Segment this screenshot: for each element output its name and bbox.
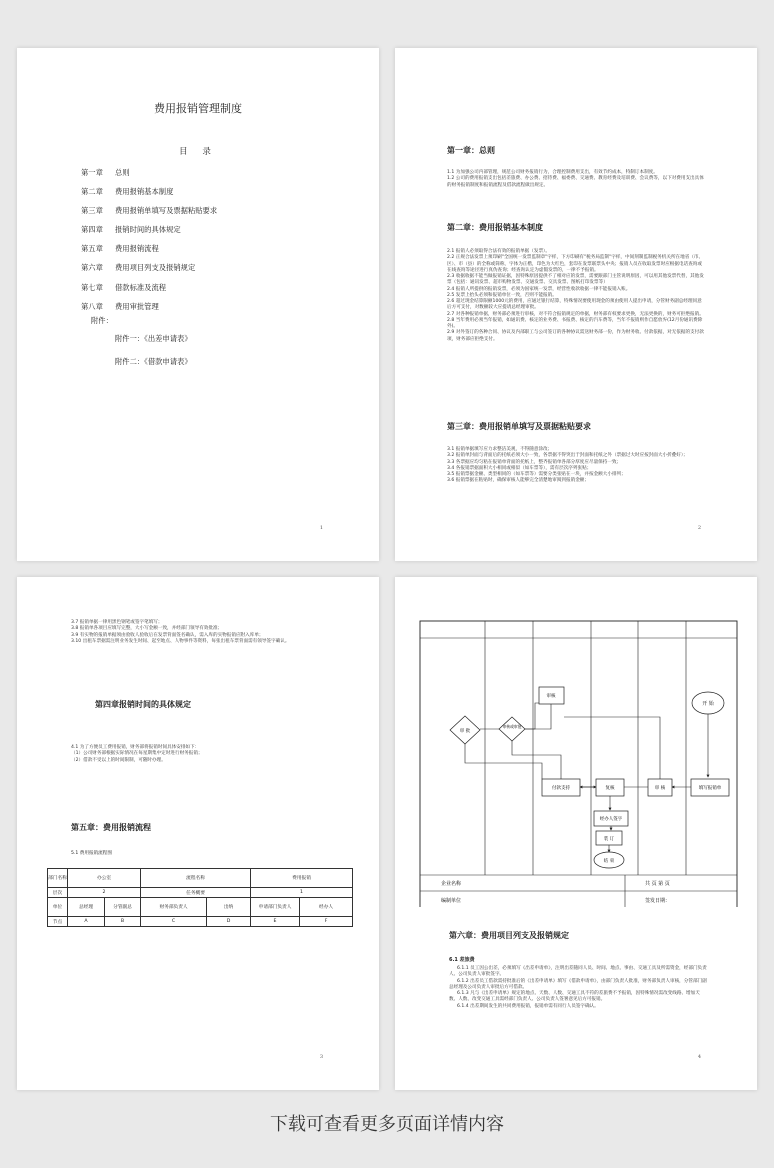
- page-number: 1: [319, 525, 323, 531]
- chapter-6-body: 6.1.1 员工因公出差，必须填写《出差申请单》，注明出差随同人员、时间、地点、事由、交通工具及所需资金，经部门负责人、公司负责人审批签字。 6.1.2 出差员工借款需持批准后的《出差申请单》填写《借款申请单》，由部门负责人批准，财务部负责人审核，分管部门副总经理及公司负责人审批后方可借款。 6.1.3 凡与《出差申请单》规定的地点、天数、人数、交通工具不符的差旅费不予报销，因特殊情况需改变线路、增加天数、人数、改变交通工具需经部门负责人、公司负责人签署意见后方可报销。 6.1.4 出差期间发生的共同费用报销，报销单需有同行人员签字确认。: [449, 966, 707, 1009]
- table-cell: 2: [68, 888, 141, 898]
- document-title: 费用报销管理制度: [154, 102, 242, 115]
- download-more-link[interactable]: 下载可查看更多页面详情内容: [270, 1114, 504, 1135]
- company-name-label: 企业名称: [441, 881, 462, 887]
- table-cell: 出纳: [207, 898, 251, 917]
- toc-item: 第一章 总则: [81, 168, 130, 177]
- table-cell: D: [207, 917, 251, 927]
- chapter-3-body: 3.1 报销单据填写应力求整洁美观，不得随意涂改； 3.2 报销单封面与背面后的托纸必须大小一致，各票据不得突出于封面和托纸之外（票据过大时应按封面大小折叠好）； 3.3 各票据应均匀粘在报销单背面的托纸上，整齐报销单各部分厚度应尽量保持一致； 3.4 各报销票据面积大小相同或相似（如车票等），需有层次序列张贴； 3.5 报销票据金额、类型相同的（如车票等）需要分类张贴在一块，并按金额大小排列； 3.6 报销票据在粘贴时，确保审核人能够完全清楚地审阅到报销金额；: [447, 447, 688, 484]
- toc-item: 第五章 费用报销流程: [81, 244, 159, 254]
- page-4: [395, 577, 757, 1090]
- issue-date-label: 签发日期：: [645, 898, 671, 904]
- lane-dividers: [485, 621, 686, 875]
- attachment-item: 附件二：《借款申请表》: [115, 357, 192, 366]
- review-label: 审 核: [654, 786, 666, 791]
- section-6-1-title: 6.1 差旅费: [449, 957, 475, 963]
- toc-item: 第四章 报销时间的具体规定: [81, 225, 181, 235]
- table-cell: 流程名称: [141, 869, 251, 888]
- start-label: 开 始: [702, 701, 714, 707]
- table-cell: 部门名称: [48, 869, 68, 888]
- flowchart-frame: [420, 621, 737, 907]
- flow-info-table: [47, 868, 353, 927]
- flow-connectors: [465, 703, 660, 779]
- audit-decision: [499, 717, 525, 741]
- toc-list: [81, 163, 217, 316]
- attachments-list: [115, 327, 192, 373]
- pay-label: 付款支持: [552, 786, 570, 791]
- chapter-2-title: 第二章：费用报销基本制度: [447, 223, 543, 232]
- table-cell: A: [68, 917, 105, 927]
- table-cell: F: [300, 917, 353, 927]
- approve-decision-label: 审 批: [459, 729, 471, 734]
- audit-decision-label: 审核或审批: [502, 724, 522, 729]
- chapter-2-body: 2.1 报销人必须取得合法有效的报销单据（发票）。 2.2 正规合法发票上须印刷"全国统一发票监制章"字样，下方印刷有"税务局监制"字样，中间刻制监制税务机关所在地省（市、区）、市（县）的全称或简称，字体为正楷，印色为大红色，套印在发票联票头中央；报销人员在收取发票时应根据电话查询或在线查询等途径进行真伪查询；经查询认定为虚假发票的，一律不予报销。 2.3 收据收据不能当做报销证据，因特殊原因提供不了相对应的发票，需要跟部门主管说明原因，可以用其他发票代替，其他发票（包括：通讯发票、超市购物发票、交通发票、交具发票、图纸打印发票等） 2.4 报销人所提供的报销发票，必须为国家统一发票，经营性收款收据一律不能报销入账。 2.5 发票上抬头必须和报销单位一致，否则不能报销。 2.6 超过现金结算限额1000元的费用，应通过银行结算，特殊情况要使用现金的须由使用人提出申请，分管财务副总经理同意后方可支付，对数额较大应提请总经理审批。 2.7 对各种报销单据，财务部必须进行审核，对不符合报销规定的单据，财务部有权要求更换，无法更换的，财务可拒绝报销。 2.8 当年费用必须当年报销，如通讯费、核定的业务费、书报费、核定的汽车费等，当年不报销则作自愿放弃(12月份通讯费除外)。 2.9 对外签订的各种合同、协议及内部职工与公司签订的各种协议需送财务部一份，作为财务收、付款依据，对无依据的支付款项，财务部应拒绝支付。: [447, 249, 704, 342]
- toc-item: 第三章 费用报销单填写及票据粘贴要求: [81, 206, 218, 216]
- table-cell: E: [251, 917, 300, 927]
- page-number: 4: [697, 1054, 701, 1060]
- page-number: 2: [697, 525, 701, 531]
- review-top-label: 审核: [546, 694, 556, 699]
- page-count-label: 共 页 第 页: [645, 881, 670, 887]
- chapter-4-body: 4.1 为了方便员工费用报销，财务部将报销时间具体安排如下： （1）公司财务部根据实际情况在每星期集中定时进行财务报销； （2）借款不受以上的时间限制，可随时办理。: [71, 745, 203, 763]
- table-cell: 经办人: [300, 898, 353, 917]
- table-cell: 申请部门负责人: [251, 898, 300, 917]
- table-cell: 办公室: [68, 869, 141, 888]
- table-cell: 层次: [48, 888, 68, 898]
- table-cell: 总经理: [68, 898, 105, 917]
- toc-heading: 目 录: [179, 147, 217, 157]
- table-cell: 任务概要: [141, 888, 251, 898]
- chapter-1-title: 第一章：总则: [447, 146, 495, 155]
- fill-form-label: 填写报销单: [698, 786, 722, 791]
- chapter-3-continued: 3.7 报销单据一律用黑色钢笔或签字笔填写； 3.8 报销单各项目应填写完整，大小写金额一致，并经部门领导有效批准； 3.9 有实物的报销单据须由验收人验收后在发票背面签名确认，需入库的实物报销应附入库单； 3.10 出租车票据需注明业务发生时间、起至地点、人物事件等资料，每张出租车票背面需有领导签字确认。: [71, 620, 290, 644]
- end-label: 结 束: [603, 859, 615, 864]
- table-cell: 分管副总: [105, 898, 141, 917]
- table-cell: 节点: [48, 917, 68, 927]
- page-number: 3: [319, 1054, 323, 1060]
- table-cell: 财务部负责人: [141, 898, 207, 917]
- page-2: [395, 48, 757, 561]
- table-cell: B: [105, 917, 141, 927]
- toc-item: 第七章 借款标准及流程: [81, 282, 167, 292]
- chapter-1-body: 1.1 为加强公司内部管理，规范公司财务报销行为，合理控制费用支出，有效节约成本，特制订本制度。 1.2 公司的费用报销支出包括差旅费、办公费、招待费、福委费、交通费、教育经费及培训费、会议费等，以下对费用支出具体的财务报销制度和报销流程及借款流程做出规定。: [447, 170, 704, 188]
- toc-item: 第六章 费用项目列支及报销规定: [81, 263, 196, 273]
- toc-item: 第二章 费用报销基本制度: [81, 187, 174, 197]
- table-cell: C: [141, 917, 207, 927]
- handler-sign-label: 经办人签字: [599, 817, 623, 822]
- flowchart-caption: 5.1 费用报销流程图: [71, 851, 112, 856]
- toc-item: 第八章 费用审批管理: [81, 301, 159, 311]
- table-cell: 1: [251, 888, 353, 898]
- attachment-item: 附件一：《出差申请表》: [115, 334, 192, 343]
- chapter-4-title: 第四章报销时间的具体规定: [95, 700, 191, 709]
- table-cell: 单位: [48, 898, 68, 917]
- archive-label: 装 订: [603, 837, 615, 842]
- attachments-heading: 附件：: [91, 316, 113, 325]
- page-1: [17, 48, 379, 561]
- recheck-label: 复核: [605, 786, 615, 791]
- page-3: [17, 577, 379, 1090]
- chapter-6-title: 第六章：费用项目列支及报销规定: [449, 931, 569, 940]
- chapter-5-title: 第五章：费用报销流程: [71, 823, 151, 832]
- flowchart: [395, 577, 757, 907]
- table-cell: 费用报销: [251, 869, 353, 888]
- chapter-3-title: 第三章：费用报销单填写及票据粘贴要求: [447, 422, 591, 431]
- prepared-by-label: 编制单位: [441, 898, 462, 904]
